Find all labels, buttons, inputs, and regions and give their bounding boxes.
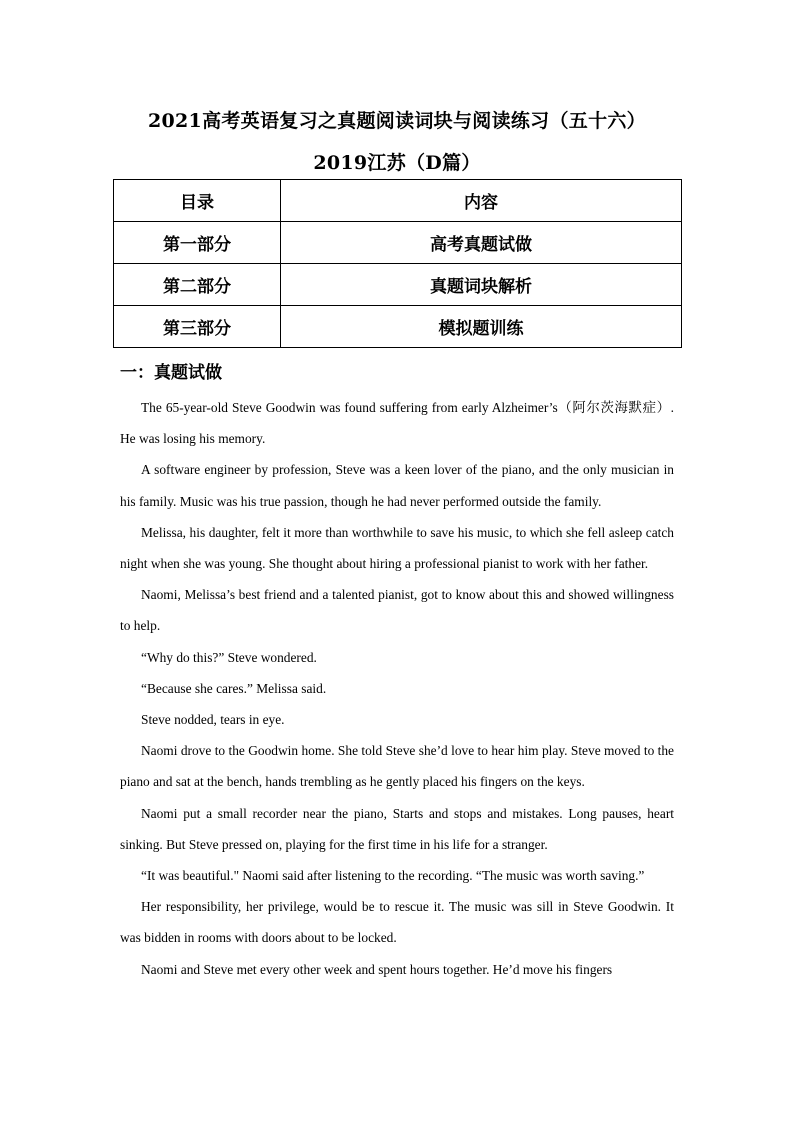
paragraph: “Because she cares.” Melissa said.: [141, 680, 327, 696]
section-heading: 一：真题试做: [120, 363, 222, 383]
toc-part: 第一部分: [114, 222, 281, 264]
toc-row: [114, 306, 682, 348]
toc-part: 第二部分: [114, 264, 281, 306]
paragraph: A software engineer by profession, Steve was a keen lover of the piano, and the only musician in his family. Music was his true passion, though he had never performed outside the family.: [120, 462, 674, 509]
toc-part: 第三部分: [114, 306, 281, 348]
paragraph: The 65-year-old Steve Goodwin was found suffering from early Alzheimer’s（阿尔茨海默症）. He was losing his memory.: [120, 400, 674, 447]
toc-content: 高考真题试做: [281, 222, 682, 264]
paragraph: Naomi, Melissa’s best friend and a talented pianist, got to know about this and showed willingness to help.: [120, 587, 674, 634]
paragraph: Her responsibility, her privilege, would be to rescue it. The music was sill in Steve Goodwin. It was bidden in rooms with doors about to be locked.: [120, 899, 674, 946]
document-subtitle: 2019江苏（D篇）: [313, 152, 481, 174]
paragraph: Naomi drove to the Goodwin home. She told Steve she’d love to hear him play. Steve moved to the piano and sat at the bench, hands trembling as he gently placed his fingers on the keys.: [120, 743, 674, 790]
toc-header-content: 内容: [281, 180, 682, 222]
paragraph: Naomi put a small recorder near the piano, Starts and stops and mistakes. Long pauses, heart sinking. But Steve pressed on, playing for the first time in his life for a stranger.: [120, 805, 674, 852]
paragraph: Naomi and Steve met every other week and spent hours together. He’d move his fingers: [141, 961, 613, 977]
toc-row: [114, 264, 682, 306]
table-of-contents: [113, 179, 682, 348]
toc-row: [114, 222, 682, 264]
paragraph: “Why do this?” Steve wondered.: [141, 649, 317, 665]
paragraph: Steve nodded, tears in eye.: [141, 712, 285, 728]
toc-header-directory: 目录: [114, 180, 281, 222]
toc-content: 真题词块解析: [281, 264, 682, 306]
passage-body: [120, 392, 674, 985]
paragraph: “It was beautiful." Naomi said after listening to the recording. “The music was worth saving.”: [141, 868, 645, 884]
document-title: 2021高考英语复习之真题阅读词块与阅读练习（五十六）: [148, 110, 646, 132]
toc-header-row: [114, 180, 682, 222]
paragraph: Melissa, his daughter, felt it more than worthwhile to save his music, to which she fell asleep catch night when she was young. She thought about hiring a professional pianist to work with her father.: [120, 524, 674, 572]
toc-content: 模拟题训练: [281, 306, 682, 348]
